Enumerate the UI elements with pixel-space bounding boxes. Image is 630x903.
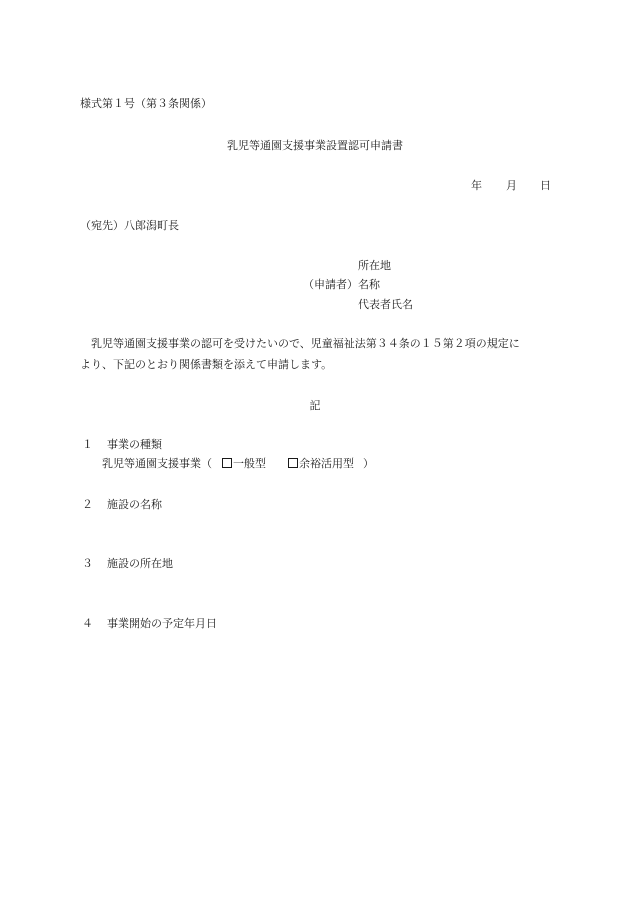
- option-surplus-label: 余裕活用型: [299, 457, 354, 470]
- option-general-checkbox[interactable]: [222, 457, 266, 471]
- item-number: １: [82, 438, 93, 451]
- document-title: 乳児等通園支援事業設置認可申請書: [227, 139, 403, 152]
- item-label: 施設の所在地: [107, 557, 173, 570]
- applicant-label: （申請者）: [303, 278, 358, 291]
- checkbox-icon: [222, 458, 232, 468]
- date-year: 年: [471, 179, 482, 192]
- date-day: 日: [540, 179, 551, 192]
- item-1: [82, 438, 162, 452]
- ki-heading: 記: [309, 399, 321, 412]
- option-surplus-checkbox[interactable]: [288, 457, 354, 471]
- applicant-address-label: 所在地: [358, 259, 391, 272]
- item-3: [82, 557, 173, 571]
- applicant-representative-label: 代表者氏名: [358, 298, 413, 311]
- item-2: [82, 498, 162, 512]
- item-label: 事業の種類: [107, 438, 162, 451]
- date-month: 月: [506, 179, 517, 192]
- business-type-suffix: ）: [363, 457, 374, 470]
- item-number: ２: [82, 498, 93, 511]
- body-line-2: より、下記のとおり関係書類を添えて申請します。: [80, 358, 333, 371]
- item-4: [82, 617, 217, 631]
- form-number: 様式第１号（第３条関係）: [80, 97, 212, 110]
- item-label: 施設の名称: [107, 498, 162, 511]
- business-type-prefix: 乳児等通園支援事業（: [102, 457, 212, 470]
- item-number: ３: [82, 557, 93, 570]
- applicant-name-label: 名称: [358, 278, 380, 291]
- body-line-1: 乳児等通園支援事業の認可を受けたいので、児童福祉法第３４条の１５第２項の規定に: [91, 337, 520, 350]
- option-general-label: 一般型: [233, 457, 266, 470]
- item-number: ４: [82, 617, 93, 630]
- business-type-line: [102, 457, 374, 471]
- checkbox-icon: [288, 458, 298, 468]
- addressee: （宛先）八郎潟町長: [80, 219, 179, 232]
- item-label: 事業開始の予定年月日: [107, 617, 217, 630]
